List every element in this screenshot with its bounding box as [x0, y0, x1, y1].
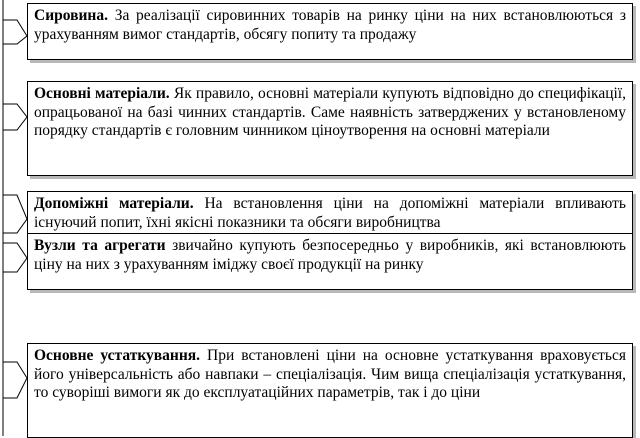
item-description: звичайно купують безпосередньо у виробників, які встановлюють ціну на них з урахуванням іміджу своєї продукції на ринку	[34, 237, 627, 273]
item-description: За реалізації сировинних товарів на ринку ціни на них встановлюються з урахуванням вимог стандартів, обсягу попиту та продажу	[34, 7, 626, 43]
branch-connector-3	[3, 195, 27, 233]
branch-connector-1	[3, 20, 27, 44]
branch-connector-4	[3, 243, 27, 272]
item-box-main-equipment	[27, 343, 633, 438]
item-term: Основні матеріали.	[34, 85, 170, 102]
item-term: Сировина.	[34, 7, 108, 24]
item-box-main-materials	[27, 81, 633, 176]
item-box-raw-materials	[27, 3, 633, 60]
item-description: При встановлені ціни на основне устаткування враховується його універсальність або навпаки – спеціалізація. Чим вища спеціалізація устаткування, то суворіші вимоги як до експлуатаційних параметрів, так і до ціни	[34, 347, 626, 401]
branch-connector-2	[3, 104, 27, 130]
item-term: Допоміжні матеріали.	[34, 195, 194, 212]
item-term: Основне устаткування.	[34, 347, 201, 364]
item-description: Як правило, основні матеріали купують відповідно до специфікації, опрацьованої на базі чинних стандартів. Саме наявність затверджених у встановленому порядку стандартів є головним чинником ціноутворення на основні матеріали	[34, 85, 626, 139]
branch-connector-5	[3, 362, 27, 398]
item-box-components	[27, 233, 633, 290]
item-term: Вузли та агрегати	[34, 237, 166, 254]
item-description: На встановлення ціни на допоміжні матеріали впливають існуючий попит, їхні якісні показники та обсяги виробництва	[34, 195, 626, 231]
